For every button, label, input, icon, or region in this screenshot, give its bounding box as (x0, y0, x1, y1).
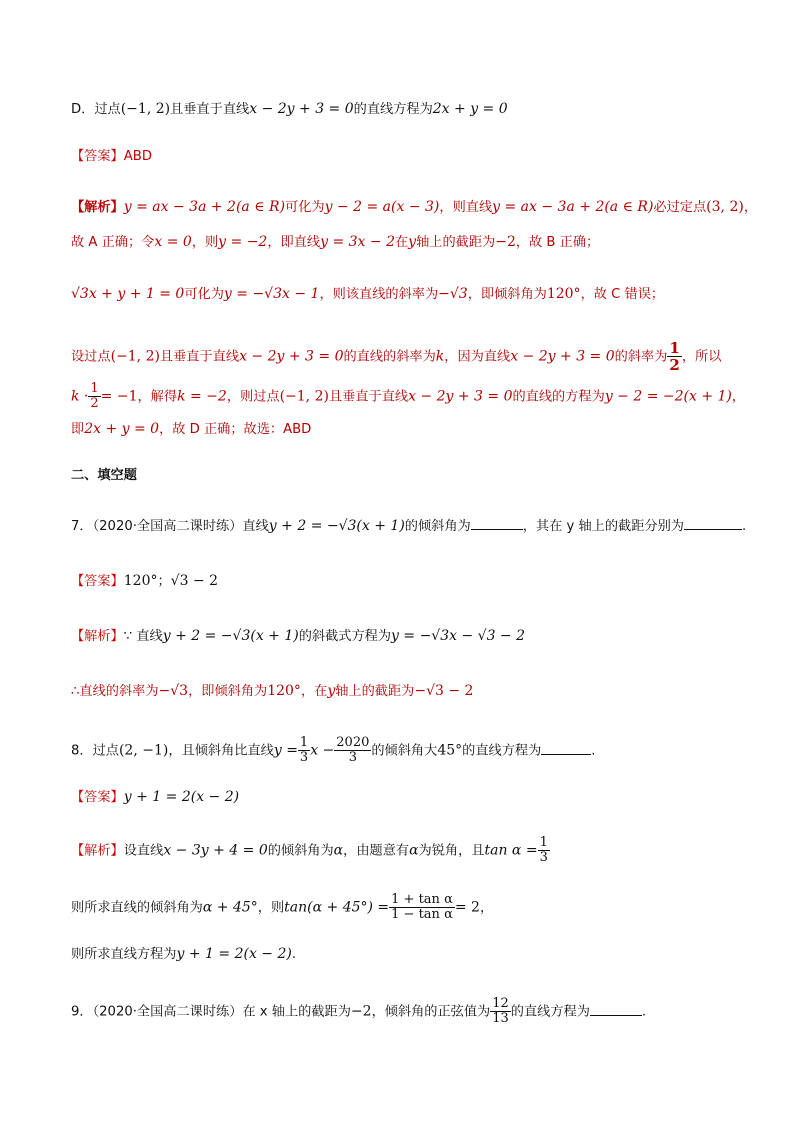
question-number: 8． (71, 743, 93, 759)
text: ，因为直线 (444, 349, 511, 365)
math: y = −√3x − √3 − 2 (391, 628, 526, 644)
text: 为锐角，且 (418, 843, 485, 859)
math: (3, 2) (706, 199, 744, 215)
text: 的斜率为 (614, 349, 668, 365)
analysis-tag: 【解析】 (71, 843, 124, 859)
text: ，在 (300, 684, 328, 699)
math: x = 0 (154, 234, 192, 250)
question-7 (71, 515, 746, 538)
question-8 (71, 736, 595, 765)
math: (−1, 2) (110, 348, 160, 365)
analysis-8-line-1 (71, 836, 550, 865)
section-title-text: 二、填空题 (71, 468, 137, 483)
text: . (641, 1004, 647, 1020)
text: 且垂直于直线 (170, 102, 250, 117)
fraction-numerator: 1 (669, 339, 680, 357)
math: x − (310, 742, 335, 759)
answer-7 (71, 570, 218, 593)
text: 的直线的斜率为 (343, 349, 436, 365)
math: √3 − 2 (170, 573, 219, 589)
fraction-denominator: 3 (348, 750, 357, 765)
text: ，即倾斜角为 (467, 287, 547, 302)
text: 的直线方程为 (510, 1004, 590, 1020)
fraction (88, 382, 100, 411)
text: ，则 (191, 235, 219, 250)
answer-tag: 【答案】 (71, 149, 124, 164)
analysis-8-line-2 (71, 893, 493, 922)
math: = 2 (454, 899, 480, 916)
text: ，由题意有 (343, 843, 410, 859)
text: ∵ 直线 (123, 629, 163, 644)
math: y − 2 = −2(x + 1) (604, 388, 732, 405)
text: ∴直线的斜率为 (71, 684, 159, 699)
option-d-lead: D．过点 (71, 102, 121, 117)
math: y = ax − 3a + 2(a ∈ R) (123, 199, 286, 215)
math: y + 2 = −√3(x + 1) (162, 628, 299, 644)
text: ，即直线 (267, 235, 321, 250)
text: 的直线的方程为 (512, 389, 605, 405)
math: y + 1 = 2(x − 2) (176, 946, 292, 962)
text: ，则过点 (226, 389, 280, 405)
math: k = −2 (177, 388, 227, 405)
text: 设过点 (71, 349, 111, 365)
math: x − 2y + 3 = 0 (239, 348, 344, 365)
math: −√3 − 2 (414, 683, 474, 699)
text: ； (157, 574, 171, 589)
text: 在 (394, 235, 409, 250)
text: 必过定点 (653, 200, 707, 215)
text: 的倾斜角为 (404, 519, 471, 534)
answer-tag: 【答案】 (71, 790, 124, 805)
fraction-denominator: 3 (299, 750, 309, 765)
answer-6 (71, 146, 152, 168)
math: α (333, 842, 344, 859)
text: ，则该直线的斜率为 (319, 287, 439, 302)
analysis-tag: 【解析】 (71, 200, 124, 215)
text: （2020·全国高二课时练）在 x 轴上的截距为 (92, 1004, 351, 1020)
question-9 (71, 997, 646, 1026)
fraction-numerator: 1 + tan α (391, 892, 453, 907)
section-title (71, 465, 137, 487)
text: ，倾斜角的正弦值为 (371, 1004, 491, 1020)
answer-value: ABD (123, 149, 152, 164)
answer-blank[interactable] (471, 515, 523, 530)
text: 轴上的截距为 (416, 235, 496, 250)
analysis-tag: 【解析】 (71, 629, 124, 644)
math: y = (273, 742, 298, 759)
analysis-6-line-4 (71, 340, 721, 373)
math: 120° (123, 573, 158, 589)
text: 故 A 正确；令 (71, 235, 155, 250)
text: 可化为 (285, 200, 325, 215)
math: tan α = (484, 842, 538, 859)
text: 的直线方程为 (353, 102, 433, 117)
analysis-6-line-2 (71, 231, 599, 254)
question-number: 7． (71, 519, 93, 534)
math: tan(α + 45°) = (284, 899, 390, 916)
fraction (298, 736, 310, 765)
fraction-denominator: 1 − tan α (391, 907, 453, 922)
math: 120° (267, 683, 301, 699)
fraction-numerator: 2020 (336, 735, 370, 750)
fraction (490, 997, 511, 1026)
analysis-6-line-3 (71, 283, 664, 306)
math: k · (71, 388, 89, 405)
analysis-6-line-5 (71, 382, 745, 411)
fraction-numerator: 12 (492, 996, 509, 1011)
analysis-7-line-2 (71, 680, 473, 703)
text: 且垂直于直线 (159, 349, 240, 365)
text: 过点 (92, 743, 119, 759)
math: 45° (437, 742, 463, 759)
text: ，其在 y 轴上的截距分别为 (522, 519, 684, 534)
analysis-6-line-6 (71, 418, 311, 441)
math: √3x + y + 1 = 0 (71, 286, 185, 302)
text: 可化为 (184, 287, 224, 302)
math: y = 3x − 2 (320, 234, 395, 250)
fraction (667, 340, 681, 373)
text: ，即倾斜角为 (188, 684, 268, 699)
math: y + 1 = 2(x − 2) (123, 789, 240, 805)
math: = −1 (100, 388, 138, 405)
fraction-denominator: 13 (492, 1011, 509, 1026)
text: ， (479, 900, 494, 916)
answer-blank[interactable] (590, 1001, 642, 1016)
text: ，解得 (137, 389, 178, 405)
math: x − 3y + 4 = 0 (163, 842, 268, 859)
math: k (435, 348, 445, 365)
text: 且垂直于直线 (328, 389, 409, 405)
text: 的斜截式方程为 (298, 629, 392, 644)
analysis-8-line-3 (71, 943, 296, 966)
fraction-denominator: 3 (539, 850, 548, 865)
text: 则所求直线的倾斜角为 (71, 900, 203, 916)
text: . (591, 743, 596, 759)
analysis-7-line-1 (71, 625, 525, 648)
text: ，则直线 (439, 200, 493, 215)
option-d (71, 98, 508, 121)
text: . (741, 519, 747, 534)
text: 即 (71, 422, 85, 437)
math: y = −2 (218, 234, 268, 250)
math: (−1, 2) (279, 388, 329, 405)
math: −√3 (158, 683, 189, 699)
text: 的倾斜角为 (267, 843, 334, 859)
text: 的倾斜角大 (371, 743, 438, 759)
text: 的直线方程为 (462, 743, 542, 759)
math: y (408, 234, 417, 250)
fraction-denominator: 2 (90, 396, 99, 411)
text: ， (743, 200, 757, 215)
math: y = −√3x − 1 (223, 286, 320, 302)
math: −2 (350, 1003, 372, 1020)
math: α (409, 842, 419, 859)
text: 设直线 (123, 843, 164, 859)
fraction-numerator: 1 (539, 835, 548, 850)
math: x − 2y + 3 = 0 (408, 388, 513, 405)
fraction (389, 893, 455, 922)
analysis-6-line-1 (71, 196, 757, 219)
math: y + 2 = −√3(x + 1) (268, 518, 405, 534)
math: 2x + y = 0 (432, 101, 508, 117)
text: ，故 B 正确； (515, 235, 600, 250)
fraction (334, 736, 371, 765)
text: ，故 D 正确；故选：ABD (159, 422, 312, 437)
math: x − 2y + 3 = 0 (249, 101, 354, 117)
text: （2020·全国高二课时练）直线 (92, 519, 269, 534)
math: −2 (495, 234, 516, 250)
answer-8 (71, 786, 239, 809)
math: y (327, 683, 336, 699)
fraction-numerator: 1 (90, 381, 99, 396)
math: (2, −1) (118, 742, 169, 759)
answer-blank[interactable] (541, 740, 591, 755)
math: −√3 (438, 286, 468, 302)
answer-tag: 【答案】 (71, 574, 124, 589)
math: y − 2 = a(x − 3) (324, 199, 440, 215)
text: ，所以 (681, 349, 722, 365)
math: α + 45° (202, 899, 258, 916)
text: 则所求直线方程为 (71, 947, 177, 962)
fraction-denominator: 2 (669, 356, 680, 374)
text: ， (731, 389, 746, 405)
text: . (291, 947, 297, 962)
question-number: 9． (71, 1004, 93, 1020)
text: ，则 (257, 900, 285, 916)
math: 120° (546, 286, 581, 302)
math: y = ax − 3a + 2(a ∈ R) (492, 199, 654, 215)
text: ，且倾斜角比直线 (168, 743, 274, 759)
answer-blank[interactable] (684, 515, 742, 530)
text: 轴上的截距为 (335, 684, 415, 699)
fraction-numerator: 1 (299, 735, 309, 750)
math: 2x + y = 0 (84, 421, 160, 437)
text: ，故 C 错误； (580, 287, 665, 302)
fraction (538, 836, 550, 865)
math: x − 2y + 3 = 0 (510, 348, 615, 365)
math: (−1, 2) (120, 101, 171, 117)
